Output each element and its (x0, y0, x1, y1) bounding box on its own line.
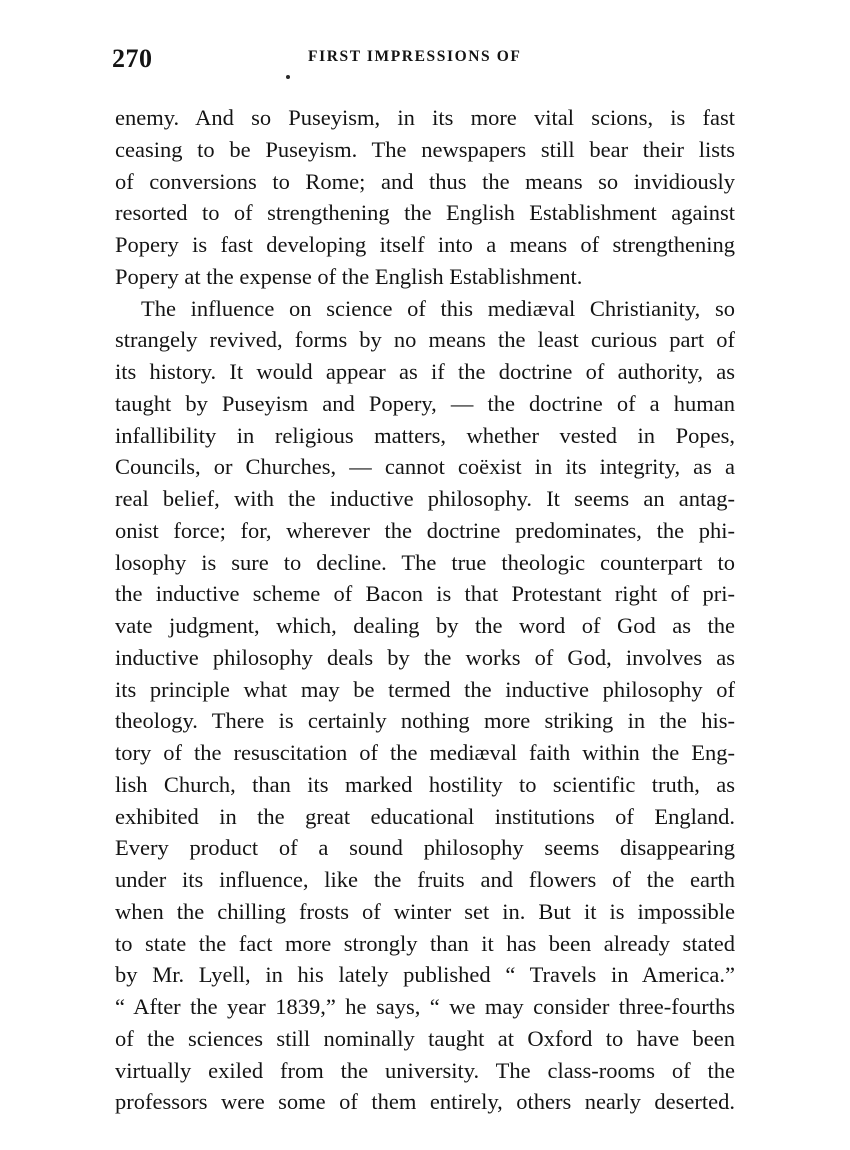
text-line: theology. There is certainly nothing more striking in the his- (115, 708, 735, 734)
text-line: strangely revived, forms by no means the least curious part of (115, 327, 735, 353)
text-line: “ After the year 1839,” he says, “ we may consider three-fourths (115, 994, 735, 1019)
running-head: FIRST IMPRESSIONS OF (308, 48, 522, 65)
text-line: infallibility in religious matters, whether vested in Popes, (115, 422, 735, 448)
text-line: professors were some of them entirely, others nearly deserted. (115, 1089, 735, 1115)
text-line: of the sciences still nominally taught at Oxford to have been (115, 1025, 735, 1051)
text-line: ceasing to be Puseyism. The newspapers still bear their lists (115, 136, 735, 162)
text-line: vate judgment, which, dealing by the word of God as the (115, 613, 735, 638)
body-text (115, 102, 735, 1118)
text-line: Every product of a sound philosophy seems disappearing (115, 835, 735, 861)
text-line: onist force; for, wherever the doctrine predominates, the phi- (115, 517, 735, 543)
text-line: to state the fact more strongly than it has been already stated (115, 930, 735, 956)
page-header (112, 44, 736, 80)
text-line: inductive philosophy deals by the works of God, involves as (115, 644, 735, 670)
text-line: taught by Puseyism and Popery, — the doctrine of a human (115, 390, 735, 416)
text-line: Popery is fast developing itself into a means of strengthening (115, 232, 735, 257)
text-line: the inductive scheme of Bacon is that Protestant right of pri- (115, 581, 735, 607)
text-line: under its influence, like the fruits and flowers of the earth (115, 867, 735, 892)
text-line: resorted to of strengthening the English Establishment against (115, 200, 735, 226)
text-line: tory of the resuscitation of the mediæval faith within the Eng- (115, 740, 735, 765)
text-line: real belief, with the inductive philosophy. It seems an antag- (115, 486, 735, 511)
text-line: Councils, or Churches, — cannot coëxist in its integrity, as a (115, 454, 735, 480)
text-line: The influence on science of this mediæval Christianity, so (141, 295, 735, 321)
text-line: enemy. And so Puseyism, in its more vital scions, is fast (115, 105, 735, 130)
text-line: exhibited in the great educational institutions of England. (115, 803, 735, 829)
text-line: lish Church, than its marked hostility to scientific truth, as (115, 771, 735, 797)
text-line: losophy is sure to decline. The true theologic counterpart to (115, 549, 735, 575)
text-line: its principle what may be termed the inductive philosophy of (115, 676, 735, 702)
text-line: of conversions to Rome; and thus the means so invidiously (115, 168, 735, 194)
text-line: its history. It would appear as if the doctrine of authority, as (115, 359, 735, 384)
text-line: virtually exiled from the university. The class-rooms of the (115, 1057, 735, 1083)
text-line: by Mr. Lyell, in his lately published “ Travels in America.” (115, 962, 735, 988)
text-line: Popery at the expense of the English Establishment. (115, 263, 583, 289)
text-line: when the chilling frosts of winter set in. But it is impossible (115, 898, 735, 924)
ink-speck (286, 75, 290, 79)
page-number: 270 (112, 44, 153, 73)
